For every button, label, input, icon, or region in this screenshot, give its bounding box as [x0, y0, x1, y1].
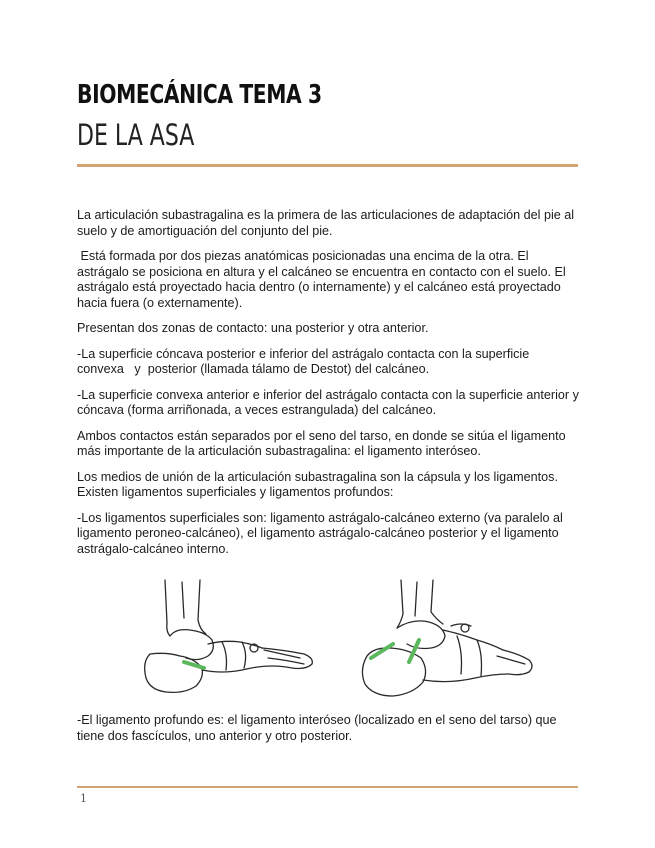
body-text	[77, 208, 593, 567]
figures-row	[77, 578, 579, 708]
page-number: 1	[80, 792, 87, 805]
foot-lateral-illustration	[132, 578, 317, 706]
paragraph: La articulación subastragalina es la primera de las articulaciones de adaptación del pie al suelo y de amortiguación del conjunto del pie.	[77, 208, 575, 238]
paragraph: -La superficie cóncava posterior e inferior del astrágalo contacta con la superficie convexa y posterior (llamada tálamo de Destot) del calcáneo.	[77, 346, 533, 376]
paragraph: Ambos contactos están separados por el seno del tarso, en donde se sitúa el ligamento más importante de la articulación subastragalina: el ligamento interóseo.	[77, 428, 566, 458]
paragraph: -La superficie convexa anterior e inferior del astrágalo contacta con la superficie anterior y cóncava (forma arriñonada, a veces estrangulada) del calcáneo.	[77, 387, 593, 417]
ligament-marker	[184, 662, 204, 668]
paragraph: -El ligamento profundo es: el ligamento interóseo (localizado en el seno del tarso) que tiene dos fascículos, uno anterior y otro posterior.	[77, 713, 557, 743]
paragraph: -Los ligamentos superficiales son: ligamento astrágalo-calcáneo externo (va paralelo al ligamento peroneo-calcáneo), el ligamento astrágalo-calcáneo posterior y el ligamento astrágalo-calcáneo interno.	[77, 510, 563, 556]
page-subtitle: DE LA ASA	[77, 118, 195, 152]
paragraph: Los medios de unión de la articulación subastragalina son la cápsula y los ligamentos. Existen ligamentos superficiales y ligamentos profundos:	[77, 469, 558, 499]
ligament-marker	[409, 640, 419, 662]
foot-medial-illustration	[357, 578, 537, 706]
page-title: BIOMECÁNICA TEMA 3	[77, 80, 322, 110]
paragraph: Presentan dos zonas de contacto: una posterior y otra anterior.	[77, 321, 429, 335]
header-divider	[77, 164, 578, 167]
footer-divider	[77, 786, 578, 788]
closing-text	[77, 713, 579, 744]
paragraph: Está formada por dos piezas anatómicas posicionadas una encima de la otra. El astrágalo se posiciona en altura y el calcáneo se encuentra en contacto con el suelo. El astrágalo está proyectado hacia dentro (o internamente) y el calcáneo está proyectado hacia fuera (o externamente).	[77, 249, 570, 310]
